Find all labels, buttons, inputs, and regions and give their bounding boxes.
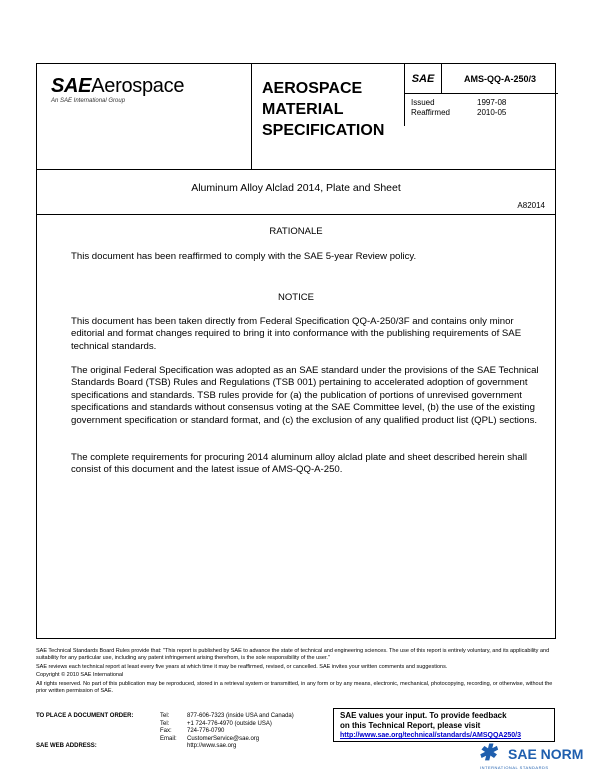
material-code: A82014 [517,201,545,210]
feedback-box: SAE values your input. To provide feedback on this Technical Report, please visit http://www.sae.org/technical/standards/AMSQQA250/3 [333,708,555,742]
notice-paragraph-1: This document has been taken directly from Federal Specification QQ-A-250/3F and contains only minor editorial and format changes required to bring it into conformance with the publishing requirements of SAE technical standards. [71,316,522,352]
document-number: AMS-QQ-A-250/3 [442,64,558,94]
notice-paragraph-3: The complete requirements for procuring 2014 aluminum alloy alclad plate and sheet described herein shall consist of this document and the latest issue of AMS-QQ-A-250. [71,452,527,476]
subject-divider [37,214,555,215]
rationale-heading: RATIONALE [269,226,323,237]
sae-web-link[interactable]: http://www.sae.org [187,743,237,749]
notice-heading: NOTICE [278,292,314,303]
notice-paragraph-2: The original Federal Specification was adopted as an SAE standard under the provisions of the SAE Technical Standards Board (TSB) Rules and Regulations (TSB 001) pertaining to accelerated adoption of government specifications and standards. TSB rules provide for (a) the publication of portions of unrevised government specifications and standards without consensus voting at the SAE Committee level, (b) the use of the existing government specification or standard format, and (c) the exclusion of any qualified product list (QPL) sections. [71,365,539,426]
header-divider [37,169,555,170]
logo-tagline: An SAE International Group [51,98,126,104]
feedback-link[interactable]: http://www.sae.org/technical/standards/AMSQQA250/3 [340,732,522,739]
logo-panel [37,64,252,169]
rationale-text: This document has been reaffirmed to comply with the SAE 5-year Review policy. [71,251,417,262]
order-contact-block: TO PLACE A DOCUMENT ORDER: Tel: 877-606-7323 (inside USA and Canada) Tel: +1 724-776-4970 (outside USA) Fax: 724-776-0790 Email: CustomerService@sae.org SAE WEB ADDRESS: http://www.sae.org [36,713,294,749]
sae-norm-logo-icon: ✱ [478,740,497,765]
sae-norm-watermark: ✱ SAE NORM INTERNATIONAL STANDARDS [478,740,584,770]
legal-footer: SAE Technical Standards Board Rules provide that: "This report is published by SAE to advance the state of technical and engineering sciences. The use of this report is entirely voluntary, and its applicability and suitability for any particular use, including any patent infringement arising therefrom, is the sole responsibility of the user." SAE reviews each technical report at least every five years at which time it may be reaffirmed, revised, or cancelled. SAE invites your written comments and suggestions. Copyright © 2010 SAE International All rights reserved. No part of this publication may be reproduced, stored in a retrieval system or transmitted, in any form or by any means, electronic, mechanical, photocopying, recording, or otherwise, without the prior written permission of SAE. [36,648,553,694]
sae-mark: SAE [405,64,442,94]
sae-aerospace-logo: SAEAerospace [51,75,185,97]
customer-service-email[interactable]: CustomerService@sae.org [187,735,260,742]
document-type-title: AEROSPACE MATERIAL SPECIFICATION [262,80,385,139]
document-frame [36,63,556,639]
document-id-panel: SAE AMS-QQ-A-250/3 Issued 1997-08 Reaffirmed 2010-05 [404,64,557,126]
document-subject: Aluminum Alloy Alclad 2014, Plate and Sheet [191,182,401,194]
